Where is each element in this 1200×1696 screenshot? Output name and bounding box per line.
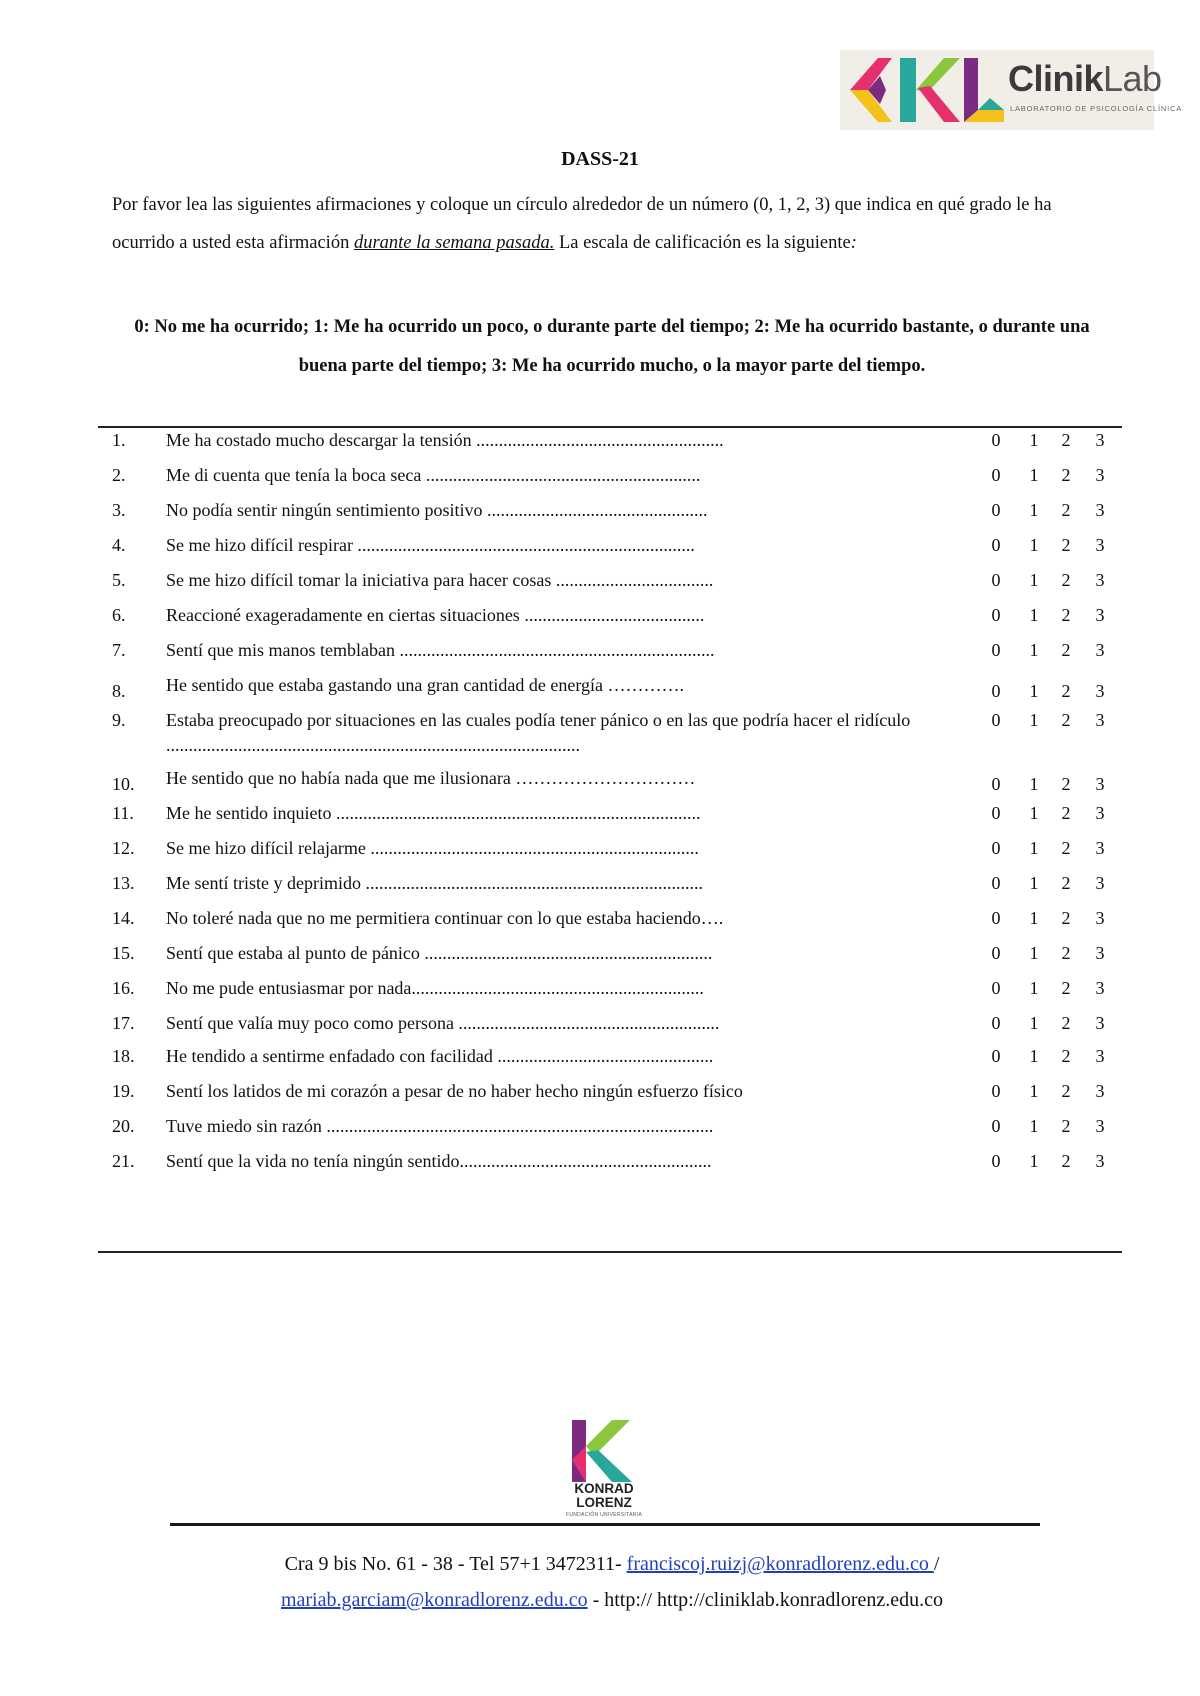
item-number: 3.: [112, 500, 126, 520]
response-option-0[interactable]: 0: [991, 943, 1001, 963]
response-option-2[interactable]: 2: [1061, 640, 1071, 660]
response-option-1[interactable]: 1: [1029, 681, 1039, 701]
response-option-1[interactable]: 1: [1029, 430, 1039, 450]
item-number: 18.: [112, 1046, 135, 1066]
item-text: No toleré nada que no me permitiera continuar con lo que estaba haciendo….: [166, 908, 724, 928]
response-option-0[interactable]: 0: [991, 681, 1001, 701]
item-number: 17.: [112, 1013, 135, 1033]
email-link-francisco[interactable]: franciscoj.ruizj@konradlorenz.edu.co: [626, 1553, 934, 1575]
response-option-1[interactable]: 1: [1029, 838, 1039, 858]
response-option-1[interactable]: 1: [1029, 978, 1039, 998]
response-option-2[interactable]: 2: [1061, 1151, 1071, 1171]
item-number: 21.: [112, 1151, 135, 1171]
response-option-3[interactable]: 3: [1095, 1013, 1105, 1033]
konrad-lorenz-wordmark: KONRAD LORENZ: [574, 1481, 634, 1510]
response-option-1[interactable]: 1: [1029, 943, 1039, 963]
item-text: He sentido que no había nada que me ilusionara …………………………: [166, 768, 696, 788]
response-option-2[interactable]: 2: [1061, 430, 1071, 450]
item-number: 7.: [112, 640, 126, 660]
response-option-3[interactable]: 3: [1095, 605, 1105, 625]
item-number: 19.: [112, 1081, 135, 1101]
response-option-0[interactable]: 0: [991, 1081, 1001, 1101]
response-option-2[interactable]: 2: [1061, 681, 1071, 701]
response-option-2[interactable]: 2: [1061, 570, 1071, 590]
response-option-0[interactable]: 0: [991, 838, 1001, 858]
response-option-3[interactable]: 3: [1095, 681, 1105, 701]
ckl-mark-icon: [840, 50, 1008, 130]
response-option-2[interactable]: 2: [1061, 1046, 1071, 1066]
response-option-3[interactable]: 3: [1095, 873, 1105, 893]
instructions-emphasis: durante la semana pasada.: [353, 233, 555, 253]
response-option-3[interactable]: 3: [1095, 1151, 1105, 1171]
response-option-3[interactable]: 3: [1095, 1081, 1105, 1101]
item-text: Reaccioné exageradamente en ciertas situaciones ........................................: [166, 605, 705, 625]
item-number: 12.: [112, 838, 135, 858]
response-option-3[interactable]: 3: [1095, 978, 1105, 998]
response-option-0[interactable]: 0: [991, 1046, 1001, 1066]
item-number: 14.: [112, 908, 135, 928]
item-number: 10.: [112, 774, 135, 794]
item-number: 6.: [112, 605, 126, 625]
response-option-2[interactable]: 2: [1061, 1081, 1071, 1101]
response-option-3[interactable]: 3: [1095, 838, 1105, 858]
response-option-3[interactable]: 3: [1095, 1046, 1105, 1066]
page-title: DASS-21: [561, 148, 639, 170]
item-number: 1.: [112, 430, 126, 450]
response-option-2[interactable]: 2: [1061, 500, 1071, 520]
response-option-2[interactable]: 2: [1061, 605, 1071, 625]
response-option-3[interactable]: 3: [1095, 465, 1105, 485]
item-number: 16.: [112, 978, 135, 998]
response-option-0[interactable]: 0: [991, 873, 1001, 893]
item-number: 2.: [112, 465, 126, 485]
item-text: Sentí que estaba al punto de pánico ................................................................: [166, 943, 713, 963]
item-text: Me di cuenta que tenía la boca seca .............................................................: [166, 465, 701, 485]
response-option-0[interactable]: 0: [991, 1013, 1001, 1033]
response-option-1[interactable]: 1: [1029, 570, 1039, 590]
response-option-3[interactable]: 3: [1095, 640, 1105, 660]
response-option-2[interactable]: 2: [1061, 943, 1071, 963]
response-option-0[interactable]: 0: [991, 1151, 1001, 1171]
response-option-0[interactable]: 0: [991, 1116, 1001, 1136]
cliniklab-wordmark: ClinikLab: [1008, 58, 1162, 99]
response-option-0[interactable]: 0: [991, 774, 1001, 794]
item-text: Sentí que la vida no tenía ningún sentido........................................................: [166, 1151, 712, 1171]
response-option-0[interactable]: 0: [991, 535, 1001, 555]
response-option-0[interactable]: 0: [991, 803, 1001, 823]
response-option-1[interactable]: 1: [1029, 710, 1039, 730]
response-option-1[interactable]: 1: [1029, 908, 1039, 928]
response-option-1[interactable]: 1: [1029, 1151, 1039, 1171]
item-number: 9.: [112, 710, 126, 730]
response-option-2[interactable]: 2: [1061, 978, 1071, 998]
response-option-1[interactable]: 1: [1029, 1046, 1039, 1066]
item-text: No me pude entusiasmar por nada.................................................................: [166, 978, 704, 998]
item-text: Me he sentido inquieto .................................................................................: [166, 803, 701, 823]
response-option-2[interactable]: 2: [1061, 465, 1071, 485]
response-option-2[interactable]: 2: [1061, 774, 1071, 794]
response-option-0[interactable]: 0: [991, 605, 1001, 625]
item-text: No podía sentir ningún sentimiento positivo .................................................: [166, 500, 708, 520]
response-option-1[interactable]: 1: [1029, 1081, 1039, 1101]
response-option-2[interactable]: 2: [1061, 710, 1071, 730]
response-option-3[interactable]: 3: [1095, 1116, 1105, 1136]
item-number: 15.: [112, 943, 135, 963]
item-text: Se me hizo difícil tomar la iniciativa para hacer cosas ...................................: [166, 570, 714, 590]
cliniklab-logo: [840, 50, 1182, 130]
response-option-2[interactable]: 2: [1061, 873, 1071, 893]
item-number: 8.: [112, 681, 126, 701]
footer-contact: Cra 9 bis No. 61 - 38 - Tel 57+1 3472311- franciscoj.ruizj@konradlorenz.edu.co / mariab.garciam@konradlorenz.edu.co - http:// http://cliniklab.konradlorenz.edu.co: [280, 1553, 944, 1611]
response-option-1[interactable]: 1: [1029, 605, 1039, 625]
response-option-2[interactable]: 2: [1061, 803, 1071, 823]
cliniklab-subtitle: LABORATORIO DE PSICOLOGÍA CLÍNICA: [1010, 104, 1182, 113]
item-number: 11.: [112, 803, 134, 823]
response-option-1[interactable]: 1: [1029, 535, 1039, 555]
footer-rule: [170, 1523, 1040, 1526]
konrad-lorenz-subtitle: FUNDACIÓN UNIVERSITARIA: [566, 1512, 642, 1518]
response-option-0[interactable]: 0: [991, 570, 1001, 590]
response-option-3[interactable]: 3: [1095, 570, 1105, 590]
item-text: Se me hizo difícil respirar ...........................................................................: [166, 535, 695, 555]
rating-scale: 0: No me ha ocurrido; 1: Me ha ocurrido un poco, o durante parte del tiempo; 2: Me ha ocurrido bastante, o durante una buena parte del tiempo; 3: Me ha ocurrido mucho, o la mayor parte del tiempo.: [134, 317, 1090, 376]
response-option-0[interactable]: 0: [991, 908, 1001, 928]
response-option-1[interactable]: 1: [1029, 774, 1039, 794]
response-option-2[interactable]: 2: [1061, 1116, 1071, 1136]
response-option-2[interactable]: 2: [1061, 535, 1071, 555]
response-option-2[interactable]: 2: [1061, 838, 1071, 858]
item-number: 4.: [112, 535, 126, 555]
response-option-1[interactable]: 1: [1029, 1013, 1039, 1033]
response-option-1[interactable]: 1: [1029, 1116, 1039, 1136]
response-option-0[interactable]: 0: [991, 500, 1001, 520]
response-option-2[interactable]: 2: [1061, 1013, 1071, 1033]
response-option-1[interactable]: 1: [1029, 803, 1039, 823]
table-bottom-rule: [98, 1251, 1122, 1253]
response-option-2[interactable]: 2: [1061, 908, 1071, 928]
item-text: Estaba preocupado por situaciones en las cuales podía tener pánico o en las que podría hacer el ridículo ............................................................................................: [166, 710, 911, 755]
item-text: Sentí que valía muy poco como persona ..........................................................: [166, 1013, 720, 1033]
response-option-3[interactable]: 3: [1095, 943, 1105, 963]
response-option-1[interactable]: 1: [1029, 873, 1039, 893]
response-option-3[interactable]: 3: [1095, 908, 1105, 928]
item-text: Sentí los latidos de mi corazón a pesar de no haber hecho ningún esfuerzo físico: [166, 1081, 743, 1101]
email-link-maria[interactable]: mariab.garciam@konradlorenz.edu.co: [280, 1589, 588, 1611]
response-option-1[interactable]: 1: [1029, 500, 1039, 520]
response-option-3[interactable]: 3: [1095, 803, 1105, 823]
response-option-0[interactable]: 0: [991, 710, 1001, 730]
item-number: 13.: [112, 873, 135, 893]
response-option-3[interactable]: 3: [1095, 774, 1105, 794]
item-text: Se me hizo difícil relajarme .........................................................................: [166, 838, 699, 858]
item-number: 20.: [112, 1116, 135, 1136]
item-text: He tendido a sentirme enfadado con facilidad ................................................: [166, 1046, 714, 1066]
response-option-3[interactable]: 3: [1095, 535, 1105, 555]
response-option-0[interactable]: 0: [991, 640, 1001, 660]
response-option-0[interactable]: 0: [991, 465, 1001, 485]
response-option-0[interactable]: 0: [991, 978, 1001, 998]
item-text: He sentido que estaba gastando una gran cantidad de energía ………….: [166, 675, 685, 695]
response-option-1[interactable]: 1: [1029, 640, 1039, 660]
response-option-0[interactable]: 0: [991, 430, 1001, 450]
item-text: Me ha costado mucho descargar la tensión .......................................................: [166, 430, 724, 450]
instructions: Por favor lea las siguientes afirmaciones y coloque un círculo alrededor de un número (0, 1, 2, 3) que indica en qué grado le ha ocurrido a usted esta afirmación durante la semana pasada. La escala de calificación es la siguiente:: [112, 195, 1052, 253]
item-text: Me sentí triste y deprimido ...........................................................................: [166, 873, 703, 893]
item-text: Sentí que mis manos temblaban ......................................................................: [166, 640, 715, 660]
response-option-3[interactable]: 3: [1095, 500, 1105, 520]
item-text: Tuve miedo sin razón ......................................................................................: [166, 1116, 714, 1136]
item-number: 5.: [112, 570, 126, 590]
response-option-3[interactable]: 3: [1095, 710, 1105, 730]
response-option-3[interactable]: 3: [1095, 430, 1105, 450]
response-option-1[interactable]: 1: [1029, 465, 1039, 485]
